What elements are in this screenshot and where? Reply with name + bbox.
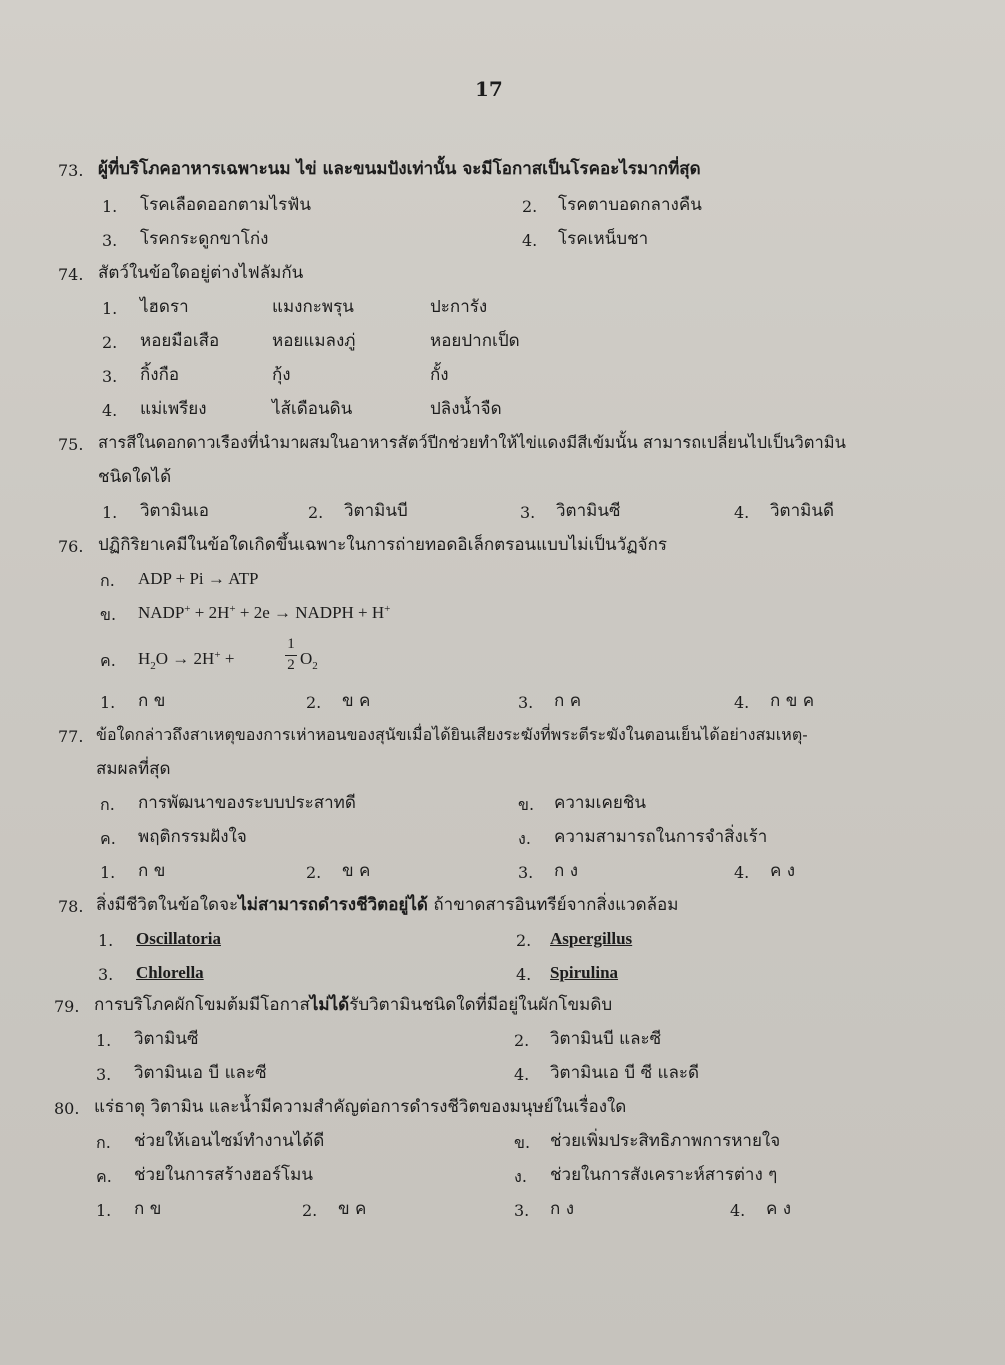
q73-c3-text: โรคกระดูกขาโก่ง	[140, 229, 269, 249]
q74-r3-c: กั้ง	[430, 365, 449, 385]
q77-text-line2: สมผลที่สุด	[96, 759, 171, 779]
q77-number: 77.	[58, 727, 84, 746]
q74-r3-b: กุ้ง	[272, 365, 291, 385]
q77-c4-num: 4.	[734, 863, 750, 882]
q75-c3-num: 3.	[520, 503, 536, 522]
q79-text-c: รับวิตามินชนิดใดที่มีอยู่ในผักโขมดิบ	[349, 995, 613, 1015]
q77-o4-num: ง.	[518, 829, 531, 848]
q74-r1-num: 1.	[102, 299, 118, 318]
q73-c4-text: โรคเหน็บชา	[558, 229, 649, 249]
q76-eq3-h-sup: +	[214, 649, 221, 661]
q75-c1-num: 1.	[102, 503, 118, 522]
q73-c4-num: 4.	[522, 231, 538, 250]
q76-eq2-mid: + 2H	[190, 603, 230, 622]
q79-c3-num: 3.	[96, 1065, 112, 1084]
q76-c4-text: ก ข ค	[770, 691, 815, 711]
q77-c3-text: ก ง	[554, 861, 578, 881]
q78-text-a: สิ่งมีชีวิตในข้อใดจะ	[96, 895, 239, 915]
q79-text-emphasis: ไม่ได้	[309, 995, 350, 1015]
q78-c1-num: 1.	[98, 931, 114, 950]
q79-c3-text: วิตามินเอ บี และซี	[134, 1063, 267, 1083]
q76-ka: ก.	[100, 571, 115, 590]
q78-c3-num: 3.	[98, 965, 114, 984]
q79-text-a: การบริโภคผักโขมต้มมีโอกาส	[94, 995, 310, 1015]
q76-c2-text: ข ค	[342, 691, 371, 711]
q76-eq3-o2	[300, 648, 318, 672]
q80-o4-num: ง.	[514, 1167, 527, 1186]
q76-eq3-frac-den: 2	[287, 657, 295, 673]
q76-eq3-frac-line	[285, 655, 297, 656]
q76-eq2-plus-sup: +	[184, 603, 191, 615]
q79-number: 79.	[54, 997, 80, 1016]
q75-text-line1: สารสีในดอกดาวเรืองที่นำมาผสมในอาหารสัตว์ปีกช่วยทำให้ไข่แดงมีสีเข้มนั้น สามารถเปลี่ยนไปเป็นวิตามิน	[98, 433, 846, 452]
q80-c1-text: ก ข	[134, 1199, 162, 1219]
q73-c2-num: 2.	[522, 197, 538, 216]
q77-o4-text: ความสามารถในการจำสิ่งเร้า	[554, 827, 768, 847]
q80-c4-text: ค ง	[766, 1199, 792, 1219]
q80-c3-text: ก ง	[550, 1199, 574, 1219]
q76-eq3-mid: O → 2H	[155, 649, 215, 668]
q74-r4-num: 4.	[102, 401, 118, 420]
q76-c1-text: ก ข	[138, 691, 166, 711]
q79-c1-num: 1.	[96, 1031, 112, 1050]
q76-eq3-o-sub: 2	[312, 660, 318, 672]
q76-eq2-nadp: NADP	[138, 603, 185, 622]
q75-number: 75.	[58, 435, 84, 454]
q78-text	[96, 894, 678, 916]
q80-c2-text: ข ค	[338, 1199, 367, 1219]
q75-c2-text: วิตามินบี	[344, 501, 408, 521]
q73-c2-text: โรคตาบอดกลางคืน	[558, 195, 702, 215]
q76-c1-num: 1.	[100, 693, 116, 712]
q73-c3-num: 3.	[102, 231, 118, 250]
q79-c2-num: 2.	[514, 1031, 530, 1050]
page-number: 17	[475, 77, 503, 101]
q79-c4-text: วิตามินเอ บี ซี และดี	[550, 1063, 700, 1083]
q80-o3-num: ค.	[96, 1167, 112, 1186]
q79-c4-num: 4.	[514, 1065, 530, 1084]
q77-o2-text: ความเคยชิน	[554, 793, 646, 813]
q76-eq2-h-sup: +	[229, 603, 236, 615]
q74-r3-num: 3.	[102, 367, 118, 386]
q73-c1-text: โรคเลือดออกตามไรฟัน	[140, 195, 311, 215]
q74-r4-c: ปลิงน้ำจืด	[430, 399, 502, 419]
q74-r1-b: แมงกะพรุน	[272, 297, 354, 317]
q76-c4-num: 4.	[734, 693, 750, 712]
q77-o3-text: พฤติกรรมฝังใจ	[138, 827, 247, 847]
q74-r1-a: ไฮดรา	[140, 297, 189, 317]
q74-r4-a: แม่เพรียง	[140, 399, 207, 419]
q75-c4-num: 4.	[734, 503, 750, 522]
q77-c4-text: ค ง	[770, 861, 796, 881]
q74-r2-a: หอยมือเสือ	[140, 331, 220, 351]
q74-r2-b: หอยแมลงภู่	[272, 331, 356, 351]
q74-r3-a: กิ้งกือ	[140, 365, 180, 385]
q80-text: แร่ธาตุ วิตามิน และน้ำมีความสำคัญต่อการดำรงชีวิตของมนุษย์ในเรื่องใด	[94, 1097, 627, 1117]
q77-c1-text: ก ข	[138, 861, 166, 881]
q78-c2-text: Aspergillus	[550, 929, 633, 948]
q77-c2-num: 2.	[306, 863, 322, 882]
q74-number: 74.	[58, 265, 84, 284]
q79-text	[94, 994, 612, 1016]
q76-c3-num: 3.	[518, 693, 534, 712]
q75-c4-text: วิตามินดี	[770, 501, 834, 521]
q74-r1-c: ปะการัง	[430, 297, 488, 317]
q79-c2-text: วิตามินบี และซี	[550, 1029, 662, 1049]
q74-text: สัตว์ในข้อใดอยู่ต่างไฟลัมกัน	[98, 263, 304, 283]
q80-o2-text: ช่วยเพิ่มประสิทธิภาพการหายใจ	[550, 1131, 781, 1151]
q76-eq2	[138, 602, 390, 626]
q80-number: 80.	[54, 1099, 80, 1118]
q78-c3-text: Chlorella	[136, 963, 204, 982]
q79-c1-text: วิตามินซี	[134, 1029, 199, 1049]
q75-c2-num: 2.	[308, 503, 324, 522]
q73-text: ผู้ที่บริโภคอาหารเฉพาะนม ไข่ และขนมปังเท่านั้น จะมีโอกาสเป็นโรคอะไรมากที่สุด	[98, 159, 701, 179]
q76-eq2-end-sup: +	[384, 603, 391, 615]
q80-c4-num: 4.	[730, 1201, 746, 1220]
q74-r4-b: ไส้เดือนดิน	[272, 399, 353, 419]
q76-c2-num: 2.	[306, 693, 322, 712]
q77-o3-num: ค.	[100, 829, 116, 848]
q73-number: 73.	[58, 161, 84, 180]
q77-o1-num: ก.	[100, 795, 115, 814]
q78-c4-num: 4.	[516, 965, 532, 984]
q78-text-emphasis: ไม่สามารถดำรงชีวิตอยู่ได้	[238, 895, 428, 915]
q78-c4-text: Spirulina	[550, 963, 619, 982]
q77-o1-text: การพัฒนาของระบบประสาทดี	[138, 793, 356, 813]
q80-c2-num: 2.	[302, 1201, 318, 1220]
q74-r2-c: หอยปากเป็ด	[430, 331, 520, 351]
q78-c2-num: 2.	[516, 931, 532, 950]
q80-o1-num: ก.	[96, 1133, 111, 1152]
q76-eq3-o: O	[300, 649, 313, 668]
q80-o3-text: ช่วยในการสร้างฮอร์โมน	[134, 1165, 313, 1185]
q80-o4-text: ช่วยในการสังเคราะห์สารต่าง ๆ	[550, 1165, 778, 1185]
q74-r2-num: 2.	[102, 333, 118, 352]
q76-eq1: ADP + Pi → ATP	[138, 569, 259, 588]
q80-o2-num: ข.	[514, 1133, 531, 1152]
q73-c1-num: 1.	[102, 197, 118, 216]
q77-o2-num: ข.	[518, 795, 535, 814]
q76-kha: ข.	[100, 605, 117, 624]
q76-eq3-h-sub: 2	[150, 660, 156, 672]
q76-eq3	[138, 648, 234, 672]
q75-c3-text: วิตามินซี	[556, 501, 621, 521]
q77-c1-num: 1.	[100, 863, 116, 882]
q76-number: 76.	[58, 537, 84, 556]
q78-number: 78.	[58, 897, 84, 916]
q76-eq3-plus: +	[220, 649, 235, 668]
q78-text-c: ถ้าขาดสารอินทรีย์จากสิ่งแวดล้อม	[427, 895, 679, 915]
q76-eq3-frac-num: 1	[287, 636, 295, 652]
q76-text: ปฏิกิริยาเคมีในข้อใดเกิดขึ้นเฉพาะในการถ่ายทอดอิเล็กตรอนแบบไม่เป็นวัฏจักร	[98, 535, 668, 555]
q75-text-line2: ชนิดใดได้	[98, 467, 172, 487]
q77-text-line1: ข้อใดกล่าวถึงสาเหตุของการเห่าหอนของสุนัขเมื่อได้ยินเสียงระฆังที่พระตีระฆังในตอนเย็นได้อย่างสมเหตุ-	[96, 725, 808, 744]
q76-kho: ค.	[100, 651, 116, 670]
q77-c2-text: ข ค	[342, 861, 371, 881]
q80-c3-num: 3.	[514, 1201, 530, 1220]
q76-eq2-rest: + 2e → NADPH + H	[235, 603, 385, 622]
q76-c3-text: ก ค	[554, 691, 582, 711]
q80-c1-num: 1.	[96, 1201, 112, 1220]
q77-c3-num: 3.	[518, 863, 534, 882]
q76-eq3-h: H	[138, 649, 151, 668]
q78-c1-text: Oscillatoria	[136, 929, 221, 948]
q75-c1-text: วิตามินเอ	[140, 501, 209, 521]
q80-o1-text: ช่วยให้เอนไซม์ทำงานได้ดี	[134, 1131, 325, 1151]
